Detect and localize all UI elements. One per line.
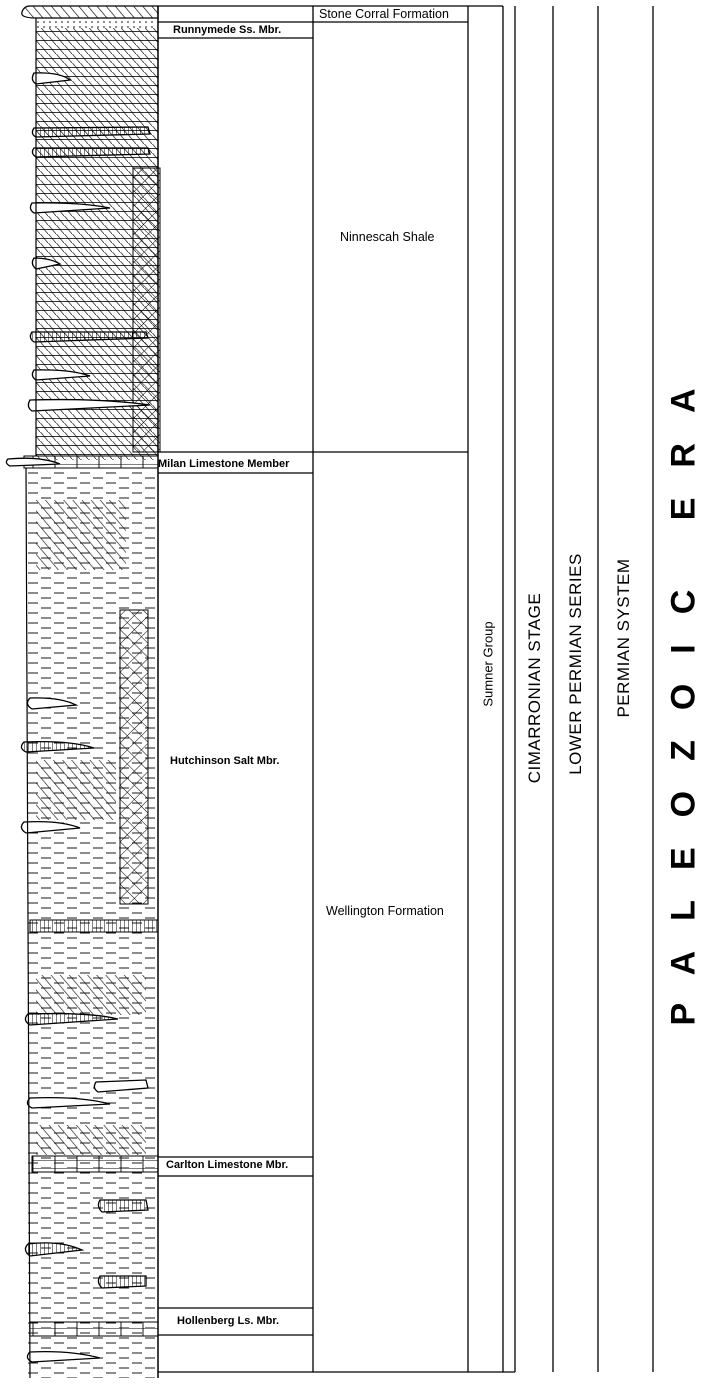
hutchinson-member-label: Hutchinson Salt Mbr.	[170, 755, 280, 767]
paleozoic-era-label: PALEOZOIC ERA	[664, 358, 703, 1026]
salt-bed-hutchinson	[120, 610, 148, 904]
lower-permian-series-label: LOWER PERMIAN SERIES	[566, 553, 585, 775]
wellington-formation-label: Wellington Formation	[326, 904, 444, 918]
runnymede-sandstone-lithology	[36, 18, 158, 30]
cimarronian-stage-label: CIMARRONIAN STAGE	[525, 592, 544, 784]
ninnescah-shale-label: Ninnescah Shale	[340, 230, 435, 244]
hollenberg-limestone-lithology	[30, 1322, 158, 1336]
milan-member-label: Milan Limestone Member	[158, 458, 290, 470]
anhydrite-zone	[36, 500, 126, 570]
carlton-member-label: Carlton Limestone Mbr.	[166, 1159, 289, 1171]
carlton-limestone-lithology	[32, 1156, 158, 1172]
salt-bed-upper	[133, 168, 160, 452]
runnymede-member-label: Runnymede Ss. Mbr.	[173, 24, 282, 36]
stone-corral-lithology	[22, 6, 158, 18]
lithologic-column	[6, 6, 160, 1378]
sumner-group-label: Sumner Group	[480, 621, 496, 707]
anhydrite-zone	[36, 975, 146, 1015]
anhydrite-zone	[36, 760, 116, 820]
anhydrite-zone	[36, 1125, 146, 1155]
striped-bed	[30, 920, 158, 932]
permian-system-label: PERMIAN SYSTEM	[614, 558, 633, 718]
hollenberg-member-label: Hollenberg Ls. Mbr.	[177, 1315, 280, 1327]
stone-corral-formation-label: Stone Corral Formation	[319, 7, 449, 21]
